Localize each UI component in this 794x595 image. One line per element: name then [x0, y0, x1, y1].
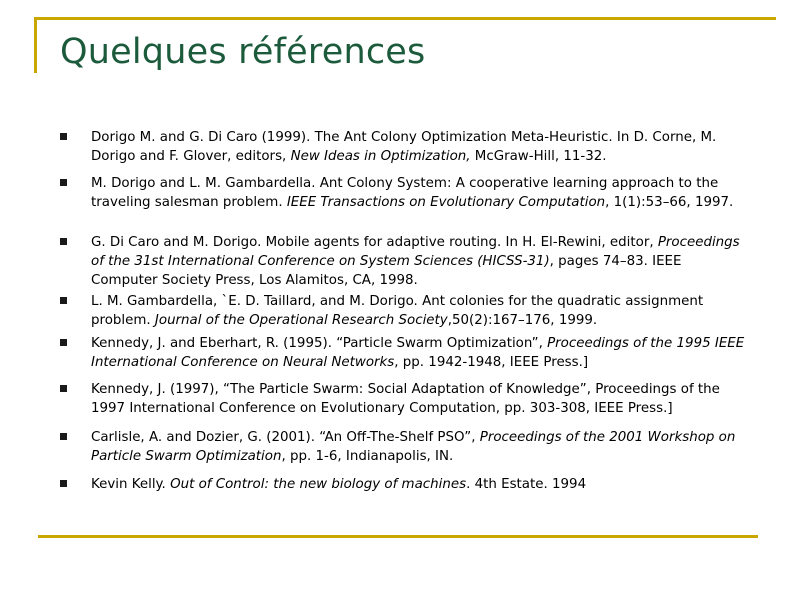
square-bullet-icon: [60, 385, 67, 392]
square-bullet-icon: [60, 297, 67, 304]
square-bullet-icon: [60, 339, 67, 346]
bottom-rule: [38, 535, 758, 538]
square-bullet-icon: [60, 133, 67, 140]
frame-top-rule: [34, 17, 776, 20]
reference-item-4: [60, 292, 750, 330]
reference-text: Dorigo M. and G. Di Caro (1999). The Ant Colony Optimization Meta-Heuristic. In D. Corne, M. Dorigo and F. Glover, editors, New Ideas in Optimization, McGraw-Hill, 11-32.: [91, 130, 717, 164]
reference-text: Kevin Kelly. Out of Control: the new biology of machines. 4th Estate. 1994: [91, 477, 587, 492]
square-bullet-icon: [60, 179, 67, 186]
reference-item-1: [60, 128, 750, 166]
square-bullet-icon: [60, 480, 67, 487]
reference-item-7: [60, 428, 750, 466]
slide-title: Quelques références: [60, 32, 426, 72]
reference-item-5: [60, 334, 750, 372]
reference-text: G. Di Caro and M. Dorigo. Mobile agents for adaptive routing. In H. El-Rewini, editor, Proceedings of the 31st International Conference on System Sciences (HICSS-31), pages 74–83. IEEE Computer Society Press, Los Alamitos, CA, 1998.: [91, 235, 740, 288]
reference-text: L. M. Gambardella, `E. D. Taillard, and M. Dorigo. Ant colonies for the quadratic assignment problem. Journal of the Operational Research Society,50(2):167–176, 1999.: [91, 294, 704, 328]
square-bullet-icon: [60, 433, 67, 440]
reference-text: M. Dorigo and L. M. Gambardella. Ant Colony System: A cooperative learning approach to the traveling salesman problem. IEEE Transactions on Evolutionary Computation, 1(1):53–66, 1997.: [91, 176, 734, 210]
reference-text: Kennedy, J. and Eberhart, R. (1995). “Particle Swarm Optimization”, Proceedings of the 1995 IEEE International Conference on Neural Networks, pp. 1942-1948, IEEE Press.]: [91, 336, 745, 370]
reference-text: Kennedy, J. (1997), “The Particle Swarm: Social Adaptation of Knowledge”, Proceedings of the 1997 International Conference on Evolutionary Computation, pp. 303-308, IEEE Press.]: [91, 382, 720, 416]
reference-item-3: [60, 233, 750, 290]
reference-item-8: [60, 475, 750, 494]
frame-left-rule: [34, 17, 37, 73]
reference-item-6: [60, 380, 750, 418]
reference-item-2: [60, 174, 750, 212]
square-bullet-icon: [60, 238, 67, 245]
reference-text: Carlisle, A. and Dozier, G. (2001). “An Off-The-Shelf PSO”, Proceedings of the 2001 Workshop on Particle Swarm Optimization, pp. 1-6, Indianapolis, IN.: [91, 430, 736, 464]
